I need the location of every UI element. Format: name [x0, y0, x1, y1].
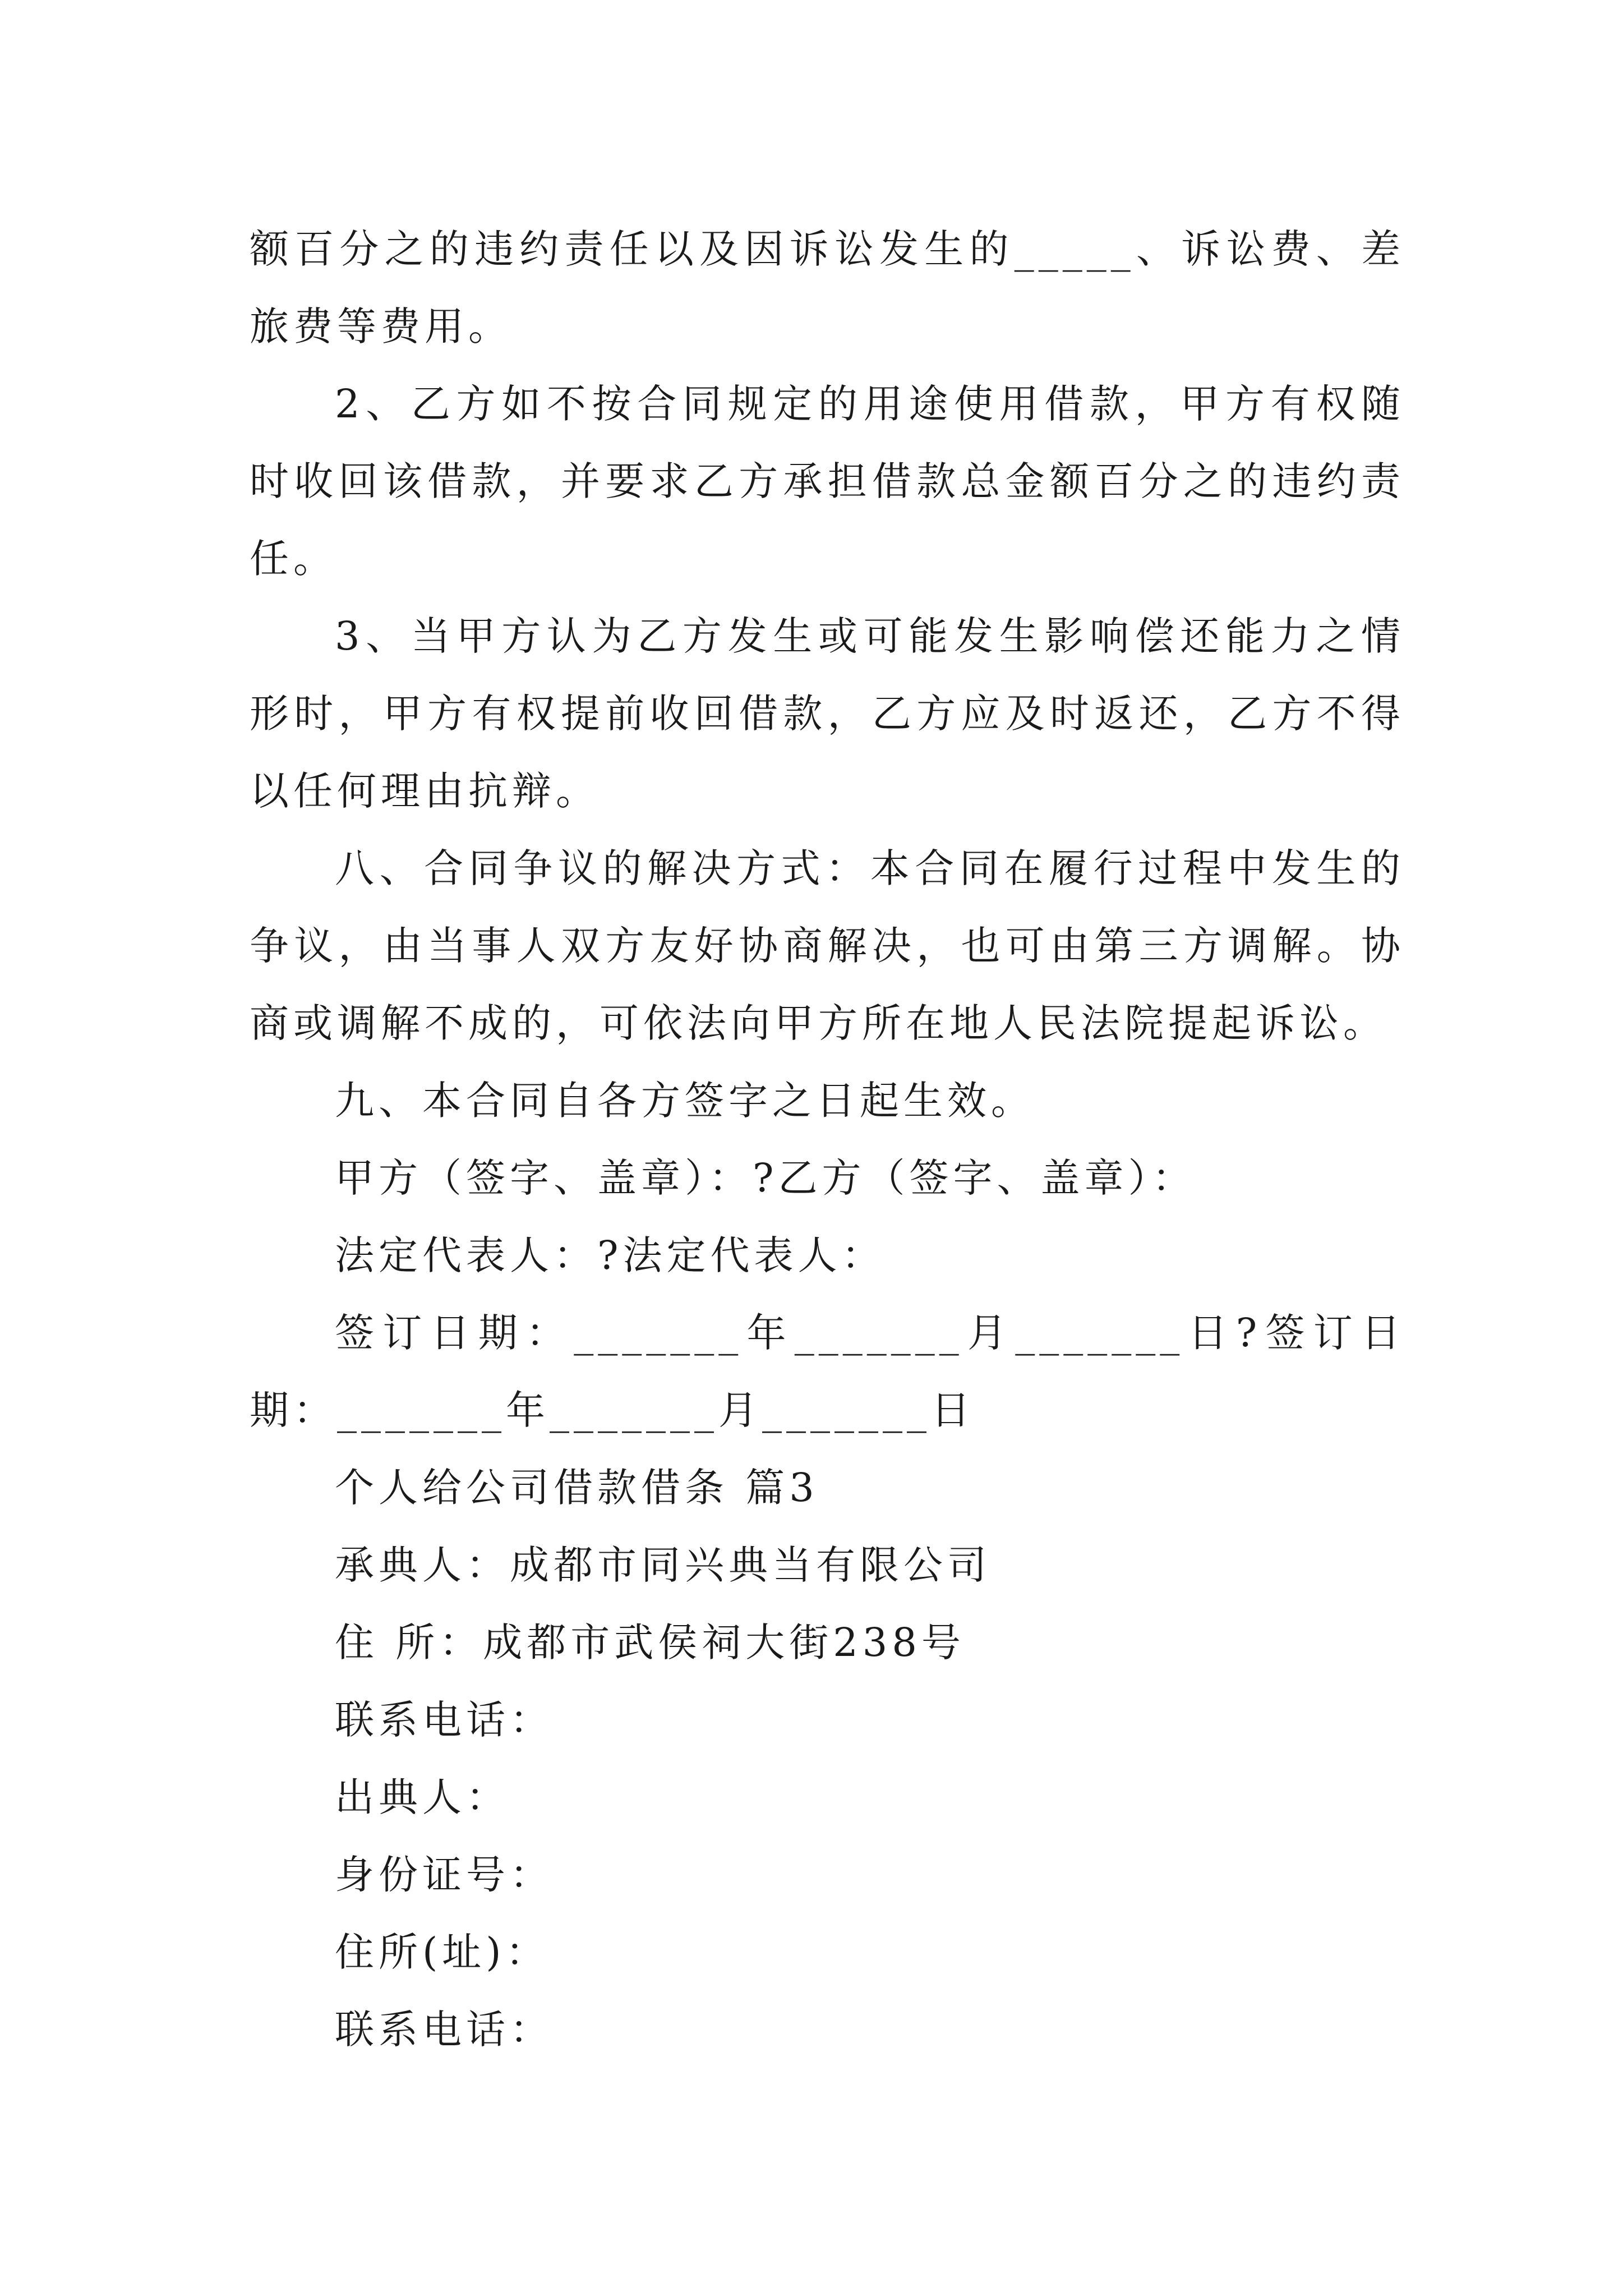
paragraph-clause-2: 2、乙方如不按合同规定的用途使用借款，甲方有权随时收回该借款，并要求乙方承担借款总金额百分之的违约责任。 — [250, 381, 1405, 582]
legal-representative-line: 法定代表人：?法定代表人： — [335, 1232, 886, 1278]
pawnor-line: 出典人： — [335, 1774, 510, 1820]
signing-date-line: 签订日期：_______年_______月_______日?签订日期：_______年_______月_______日 — [250, 1310, 1405, 1433]
paragraph-effective-date: 九、本合同自各方签字之日起生效。 — [335, 1078, 1035, 1124]
phone-line-pawnor: 联系电话： — [335, 2007, 554, 2053]
signature-party-line: 甲方（签字、盖章）：?乙方（签字、盖章）： — [335, 1155, 1196, 1201]
document-body — [250, 210, 1405, 2068]
pawnee-line: 承典人：成都市同兴典当有限公司 — [335, 1542, 991, 1588]
address-line: 住 所：成都市武侯祠大街238号 — [335, 1619, 965, 1665]
paragraph-clause-3: 3、当甲方认为乙方发生或可能发生影响偿还能力之情形时，甲方有权提前收回借款，乙方应及时返还，乙方不得以任何理由抗辩。 — [250, 613, 1405, 814]
paragraph-liability-fees: 额百分之的违约责任以及因诉讼发生的_____、诉讼费、差旅费等费用。 — [250, 226, 1405, 349]
id-number-line: 身份证号： — [335, 1852, 554, 1898]
section-heading-part-3: 个人给公司借款借条 篇3 — [335, 1465, 819, 1511]
phone-line-pawnee: 联系电话： — [335, 1697, 554, 1743]
paragraph-dispute-resolution: 八、合同争议的解决方式：本合同在履行过程中发生的争议，由当事人双方友好协商解决，也可由第三方调解。协商或调解不成的，可依法向甲方所在地人民法院提起诉讼。 — [250, 845, 1405, 1046]
residence-line: 住所(址)： — [335, 1929, 550, 1975]
